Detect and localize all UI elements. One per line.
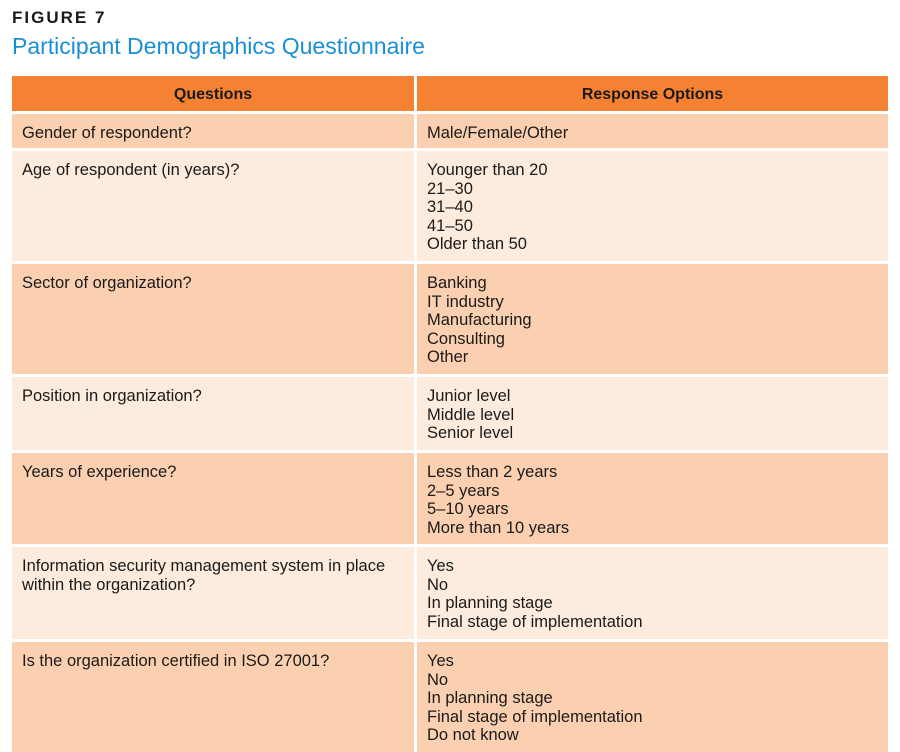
option-item: Yes [427,557,454,575]
options-cell-iso27001 [417,642,888,752]
question-cell-sector [12,264,414,374]
options-cell-age [417,151,888,261]
option-item: 41–50 [427,216,473,235]
options-cell-isms [417,547,888,639]
question-text: Position in organization? [22,387,202,405]
header-questions: Questions [12,76,414,111]
option-item: No [427,575,449,594]
option-item: Less than 2 years [427,463,558,481]
option-item: Older than 50 [427,235,527,253]
option-item: Yes [427,652,454,670]
question-cell-isms [12,547,414,639]
option-item: Banking [427,274,487,292]
question-text: Years of experience? [22,463,177,481]
option-item: Do not know [427,726,519,744]
question-text: Is the organization certified in ISO 27001? [22,652,330,670]
question-text: Age of respondent (in years)? [22,161,240,179]
options-cell-sector [417,264,888,374]
option-item: Manufacturing [427,311,532,329]
question-cell-age [12,151,414,261]
option-item: 2–5 years [427,481,500,500]
header-response-options: Response Options [417,76,888,111]
question-cell-position [12,377,414,450]
options-cell-experience [417,453,888,544]
question-text: Information security management system in place within the organization? [22,557,386,594]
figure-label: FIGURE 7 [12,8,107,27]
option-item: Male/Female/Other [427,124,569,142]
option-item: No [427,670,449,689]
option-item: In planning stage [427,594,553,612]
options-cell-position [417,377,888,450]
question-cell-experience [12,453,414,544]
option-item: 5–10 years [427,500,509,518]
option-item: Consulting [427,329,505,348]
option-item: Junior level [427,387,511,405]
option-item: Final stage of implementation [427,612,643,631]
question-text: Gender of respondent? [22,124,192,142]
option-item: Senior level [427,424,514,442]
option-item: In planning stage [427,689,553,707]
question-cell-gender [12,114,414,148]
option-item: Other [427,348,469,366]
option-item: Final stage of implementation [427,707,643,726]
figure-title: Participant Demographics Questionnaire [12,33,425,59]
question-text: Sector of organization? [22,274,192,292]
option-item: 31–40 [427,198,473,216]
options-cell-gender [417,114,888,148]
option-item: 21–30 [427,179,473,198]
questionnaire-table [12,76,888,752]
option-item: IT industry [427,292,504,311]
option-item: Middle level [427,405,515,424]
option-item: More than 10 years [427,518,570,537]
question-cell-iso27001 [12,642,414,752]
option-item: Younger than 20 [427,161,548,179]
